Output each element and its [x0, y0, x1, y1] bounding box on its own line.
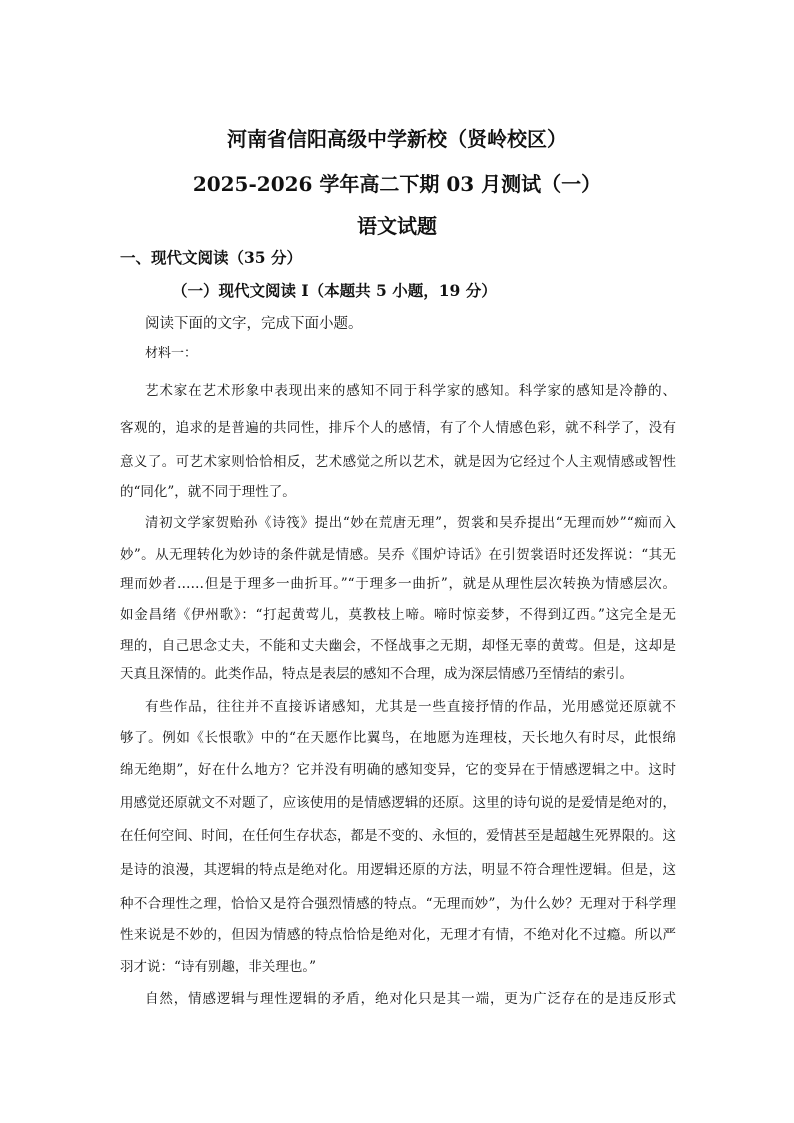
passage-line: 理的，自己思念丈夫，不能和丈夫幽会，不怪战事之无期，却怪无辜的黄莺。但是，这却是 [120, 638, 676, 654]
passage-line: 是诗的浪漫，其逻辑的特点是绝对化。用逻辑还原的方法，明显不符合理性逻辑。但是，这 [120, 862, 676, 878]
passage-line: 种不合理性之理，恰恰又是符合强烈情感的特点。“无理而妙”，为什么妙？无理对于科学理 [120, 896, 676, 912]
instruction-text: 阅读下面的文字，完成下面小题。 [145, 316, 363, 332]
exam-title: 2025-2026 学年高二下期 03 月测试（一） [192, 172, 602, 196]
passage-line: 天真且深情的。此类作品，特点是表层的感知不合理，成为深层情感乃至情结的索引。 [120, 666, 633, 682]
passage-line: 客观的，追求的是普遍的共同性，排斥个人的感情，有了个人情感色彩，就不科学了，没有 [120, 420, 676, 436]
passage-line: 妙”。从无理转化为妙诗的条件就是情感。吴乔《围炉诗话》在引贺裳语时还发挥说：“其无 [120, 547, 676, 563]
passage-line: 的“同化”，就不同于理性了。 [120, 484, 296, 500]
section-heading: 一、现代文阅读（35 分） [120, 248, 302, 267]
passage-line: 意义了。可艺术家则恰恰相反，艺术感觉之所以艺术，就是因为它经过个人主观情感或智性 [120, 454, 676, 470]
passage-line: 羽才说：“诗有别趣，非关理也。” [120, 959, 317, 975]
passage-line: 如金昌绪《伊州歌》：“打起黄莺儿，莫教枝上啼。啼时惊妾梦，不得到辽西。”这完全是无 [120, 607, 676, 623]
subsection-heading: （一）现代文阅读 I（本题共 5 小题，19 分） [172, 281, 497, 300]
passage-line: 绵无绝期”，好在什么地方？它并没有明确的感知变异，它的变异在于情感逻辑之中。这时 [120, 762, 676, 778]
passage-line: 用感觉还原就文不对题了，应该使用的是情感逻辑的还原。这里的诗句说的是爱情是绝对的， [120, 795, 676, 811]
passage-line: 清初文学家贺贻孙《诗筏》提出“妙在荒唐无理”，贺裳和吴乔提出“无理而妙”“痴而入 [145, 515, 676, 531]
passage-line: 自然，情感逻辑与理性逻辑的矛盾，绝对化只是其一端，更为广泛存在的是违反形式 [145, 991, 676, 1007]
passage-line: 够了。例如《长恨歌》中的“在天愿作比翼鸟，在地愿为连理枝，天长地久有时尽，此恨绵 [120, 730, 676, 746]
material-label: 材料一： [145, 346, 198, 361]
passage-line: 有些作品，往往并不直接诉诸感知，尤其是一些直接抒情的作品，光用感觉还原就不 [145, 699, 676, 715]
passage-line: 理而妙者……但是于理多一曲折耳。”“于理多一曲折”，就是从理性层次转换为情感层次。 [120, 576, 676, 592]
school-title: 河南省信阳高级中学新校（贤岭校区） [227, 127, 567, 151]
passage-line: 在任何空间、时间，在任何生存状态，都是不变的、永恒的，爱情甚至是超越生死界限的。这 [120, 828, 676, 844]
subject-title: 语文试题 [357, 214, 437, 238]
passage-line: 艺术家在艺术形象中表现出来的感知不同于科学家的感知。科学家的感知是冷静的、 [145, 383, 676, 399]
passage-line: 性来说是不妙的，但因为情感的特点恰恰是绝对化，无理才有情，不绝对化不过瘾。所以严 [120, 927, 676, 943]
